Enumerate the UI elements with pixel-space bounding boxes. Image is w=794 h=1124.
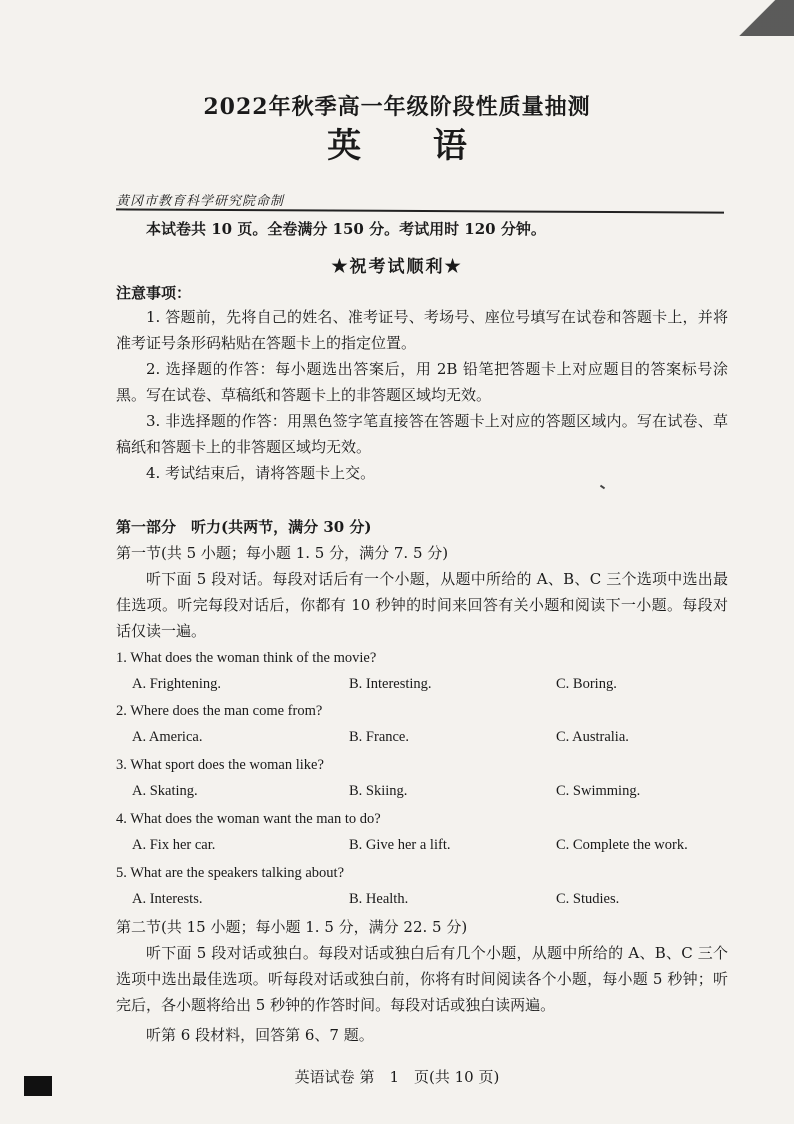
option-a: A. Skating.: [132, 783, 198, 799]
question-2-options: [132, 729, 732, 749]
question-5-options: [132, 891, 732, 911]
scan-black-mark: [24, 1076, 52, 1096]
exam-info: 本试卷共 10 页。全卷满分 150 分。考试用时 120 分钟。: [146, 220, 546, 238]
star-icon: ★: [331, 256, 350, 277]
option-b: B. Give her a lift.: [349, 837, 451, 853]
scan-corner-shadow: [738, 0, 794, 36]
section2-heading: 第二节(共 15 小题；每小题 1. 5 分，满分 22. 5 分): [116, 918, 468, 936]
question-5: 5. What are the speakers talking about?: [116, 865, 345, 881]
option-c: C. Swimming.: [556, 783, 641, 799]
option-a: A. Interests.: [132, 891, 203, 907]
star-icon: ★: [444, 256, 463, 277]
section2-instructions: 听下面 5 段对话或独白。每段对话或独白后有几个小题，从题中所给的 A、B、C 三个选项中选出最佳选项。听每段对话或独白前，你将有时间阅读各个小题，每小题 5 秒钟；听完后，各小题将给出 5 秒钟的作答时间。每段对话或独白读两遍。: [116, 944, 728, 1014]
option-a: A. America.: [132, 729, 203, 745]
subject-title: 英 语: [327, 126, 497, 166]
option-a: A. Fix her car.: [132, 837, 216, 853]
option-c: C. Boring.: [556, 676, 617, 692]
question-3: 3. What sport does the woman like?: [116, 757, 324, 773]
section1-instructions: 听下面 5 段对话。每段对话后有一个小题，从题中所给的 A、B、C 三个选项中选出最佳选项。听完每段对话后，你都有 10 秒钟的时间来回答有关小题和阅读下一小题。每段对话仅读一遍。: [116, 570, 728, 640]
option-b: B. Interesting.: [349, 676, 432, 692]
question-4-options: [132, 837, 732, 857]
good-luck-banner: [0, 252, 794, 277]
option-b: B. Skiing.: [349, 783, 408, 799]
section2-material-note: 听第 6 段材料，回答第 6、7 题。: [146, 1026, 374, 1044]
header-divider: [116, 208, 724, 213]
option-a: A. Frightening.: [132, 676, 222, 692]
option-c: C. Studies.: [556, 891, 620, 907]
section1-heading: 第一节(共 5 小题；每小题 1. 5 分，满分 7. 5 分): [116, 544, 449, 562]
question-2: 2. Where does the man come from?: [116, 703, 323, 719]
page-footer: 英语试卷 第 1 页(共 10 页): [294, 1068, 500, 1086]
option-c: C. Complete the work.: [556, 837, 688, 853]
exam-title: 2022年秋季高一年级阶段性质量抽测: [203, 94, 591, 120]
notice-heading: 注意事项：: [116, 284, 192, 302]
publisher-line: 黄冈市教育科学研究院命制: [116, 194, 285, 209]
part1-heading: 第一部分 听力(共两节，满分 30 分): [116, 518, 372, 536]
notice-item-4: 4. 考试结束后，请将答题卡上交。: [146, 464, 376, 482]
notice-item-1: 1. 答题前，先将自己的姓名、准考证号、考场号、座位号填写在试卷和答题卡上，并将准考证号条形码粘贴在答题卡上的指定位置。: [116, 308, 728, 352]
question-1-options: [132, 676, 732, 696]
question-1: 1. What does the woman think of the movie?: [116, 650, 377, 666]
option-b: B. France.: [349, 729, 409, 745]
question-3-options: [132, 783, 732, 803]
notice-item-3: 3. 非选择题的作答：用黑色签字笔直接答在答题卡上对应的答题区域内。写在试卷、草稿纸和答题卡上的非答题区域均无效。: [116, 412, 728, 456]
good-luck-text: 祝考试顺利: [349, 257, 445, 277]
option-b: B. Health.: [349, 891, 409, 907]
option-c: C. Australia.: [556, 729, 629, 745]
notice-item-2: 2. 选择题的作答：每小题选出答案后，用 2B 铅笔把答题卡上对应题目的答案标号涂黑。写在试卷、草稿纸和答题卡上的非答题区域均无效。: [116, 360, 728, 404]
question-4: 4. What does the woman want the man to do?: [116, 811, 381, 827]
